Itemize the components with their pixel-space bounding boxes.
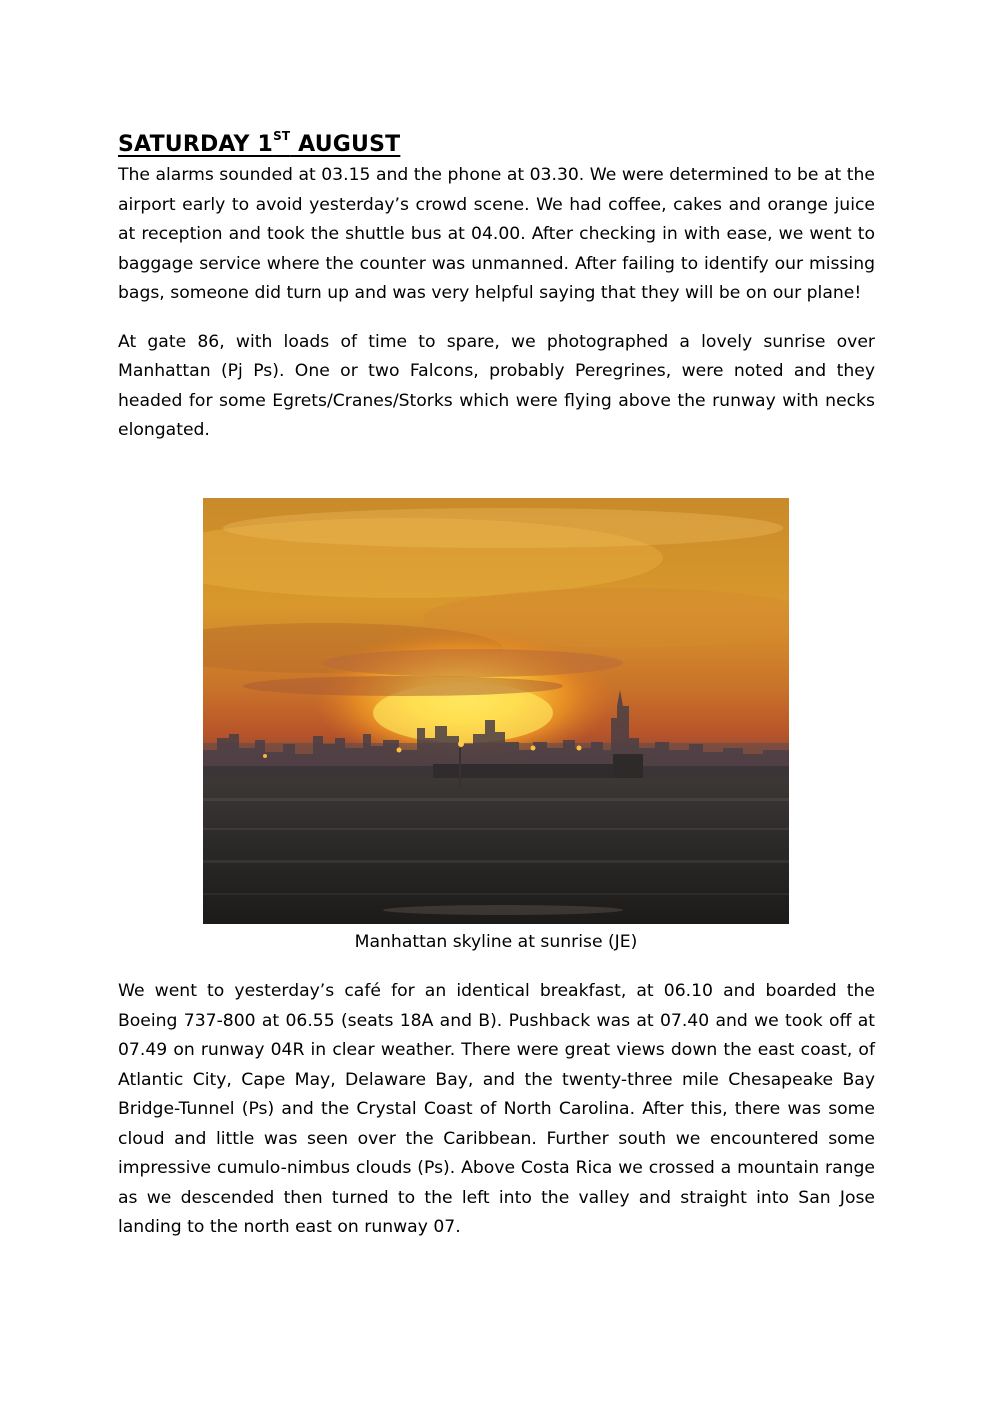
paragraph-1: The alarms sounded at 03.15 and the phone at 03.30. We were determined to be at the airport early to avoid yesterday’s crowd scene. We had coffee, cakes and orange juice at reception and took the shuttle bus at 04.00. After checking in with ease, we went to baggage service where the counter was unmanned. After failing to identify our missing bags, someone did turn up and was very helpful saying that they will be on our plane! (118, 165, 875, 303)
heading-superscript: ST (273, 129, 291, 143)
page-heading (118, 130, 875, 160)
heading-prefix: SATURDAY 1 (118, 132, 274, 157)
document-page (118, 130, 875, 446)
heading-suffix: AUGUST (290, 132, 401, 157)
document-page-continued (118, 977, 875, 1243)
figure-caption: Manhattan skyline at sunrise (JE) (354, 932, 638, 952)
paragraph-2: At gate 86, with loads of time to spare, we photographed a lovely sunrise over Manhattan (Pj Ps). One or two Falcons, probably Peregrines, were noted and they headed for some Egrets/Cranes/Storks which were flying above the runway with necks elongated. (118, 331, 875, 440)
sunrise-photo (203, 498, 789, 924)
paragraph-3: We went to yesterday’s café for an identical breakfast, at 06.10 and boarded the Boeing 737-800 at 06.55 (seats 18A and B). Pushback was at 07.40 and we took off at 07.49 on runway 04R in clear weather. There were great views down the east coast, of Atlantic City, Cape May, Delaware Bay, and the twenty-three mile Chesapeake Bay Bridge-Tunnel (Ps) and the Crystal Coast of North Carolina. After this, there was some cloud and little was seen over the Caribbean. Further south we encountered some impressive cumulo-nimbus clouds (Ps). Above Costa Rica we crossed a mountain range as we descended then turned to the left into the valley and straight into San Jose landing to the north east on runway 07. (118, 981, 875, 1237)
